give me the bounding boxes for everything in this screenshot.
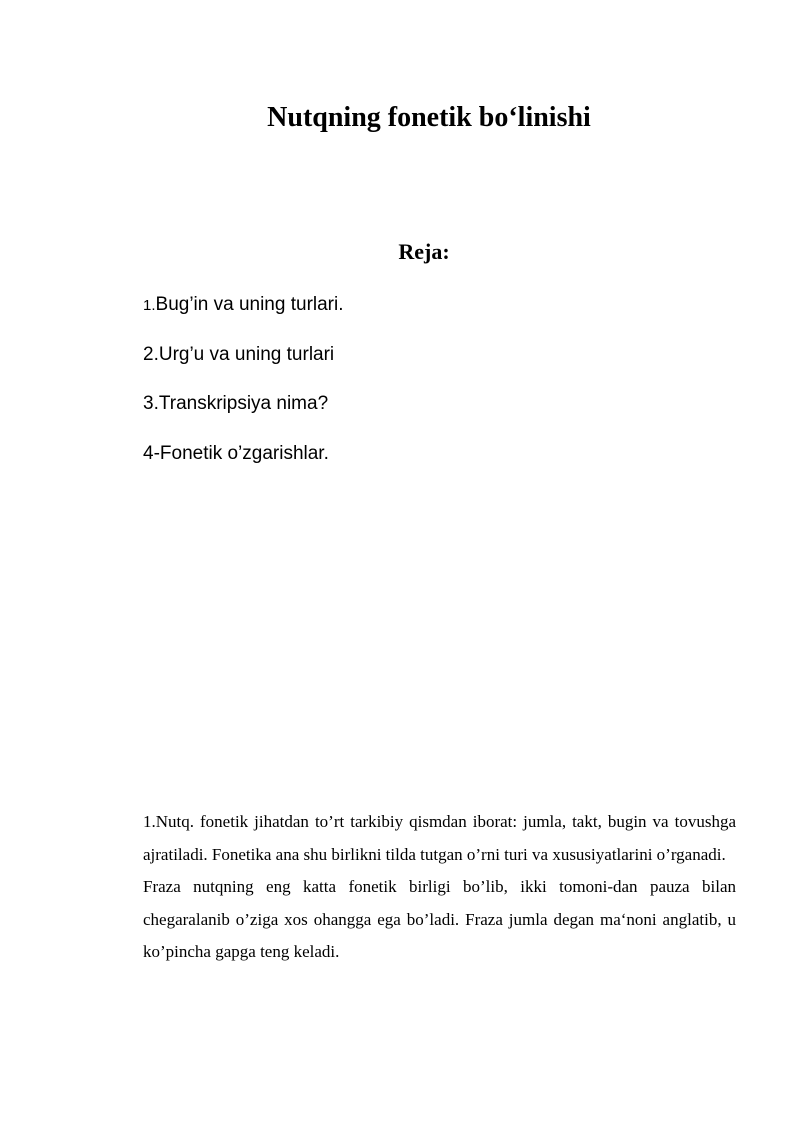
plan-item-number: 1. [143,297,156,314]
body-text [143,806,736,969]
plan-item-text: 2.Urg’u va uning turlari [143,343,335,365]
plan-item [143,442,344,466]
plan-item-text: 3.Transkripsiya nima? [143,393,329,414]
plan-item-text: 4-Fonetik o’zgarishlar. [143,442,329,464]
body-paragraph: Fraza nutqning eng katta fonetik birligi bo’lib, ikki tomoni-dan pauza bilan chegaralanib o’ziga xos ohangga ega bo’ladi. Fraza jumla degan ma‘noni anglatib, u ko’pincha gapga teng keladi. [143,877,736,961]
plan-item [143,343,344,367]
plan-list [143,293,344,491]
body-paragraph: 1.Nutq. fonetik jihatdan to’rt tarkibiy qismdan iborat: jumla, takt, bugin va tovushga ajratiladi. Fonetika ana shu birlikni tilda tutgan o’rni turi va xususiyatlarini o’rganadi. [143,812,736,864]
plan-heading: Reja: [398,239,450,264]
plan-item [143,293,344,317]
plan-item [143,392,344,416]
document-title: Nutqning fonetik bo‘linishi [267,102,591,133]
plan-item-text: Bug’in va uning turlari. [155,294,344,315]
